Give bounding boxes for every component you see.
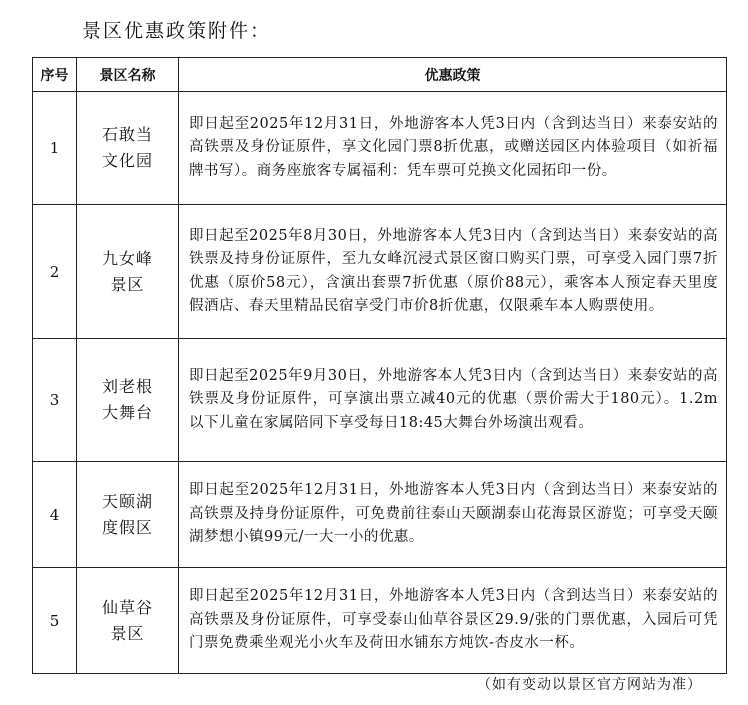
table-header-row — [33, 58, 727, 92]
table-row — [33, 462, 727, 568]
table-row — [33, 339, 727, 462]
row-policy-text: 即日起至2025年9月30日，外地游客本人凭3日内（含到达当日）来泰安站的高铁票及身份证原件，可享演出票立减40元的优惠（票价需大于180元）。1.2m以下儿童在家属陪同下享受每日18:45大舞台外场演出观看。 — [189, 367, 718, 431]
row-scenic-name: 天颐湖度假区 — [101, 491, 153, 537]
row-scenic-name-cell — [77, 205, 179, 339]
table-row — [33, 568, 727, 674]
row-policy-text: 即日起至2025年8月30日，外地游客本人凭3日内（含到达当日）来泰安站的高铁票及持身份证原件，至九女峰沉浸式景区窗口购买门票，可享受入园门票7折优惠（原价58元），含演出套票7折优惠（原价88元），乘客本人预定春天里度假酒店、春天里精品民宿享受门市价8折优惠，仅限乘车本人购票使用。 — [189, 227, 718, 314]
footer-note: （如有变动以景区官方网站为准） — [477, 677, 702, 693]
row-policy-cell — [179, 339, 727, 462]
header-scenic-name: 景区名称 — [77, 58, 179, 92]
row-serial-number: 2 — [33, 205, 77, 339]
row-policy-cell — [179, 92, 727, 205]
policy-table — [32, 57, 727, 674]
row-scenic-name: 刘老根大舞台 — [101, 377, 153, 422]
header-policy: 优惠政策 — [179, 58, 727, 92]
row-serial-number: 1 — [33, 92, 77, 205]
row-scenic-name: 九女峰景区 — [101, 248, 153, 294]
row-policy-cell — [179, 205, 727, 339]
row-serial-number: 5 — [33, 568, 77, 674]
header-serial-number: 序号 — [33, 58, 77, 92]
row-scenic-name-cell — [77, 339, 179, 462]
row-policy-text: 即日起至2025年12月31日，外地游客本人凭3日内（含到达当日）来泰安站的高铁票及持身份证原件，可免费前往泰山天颐湖泰山花海景区游览；可享受天颐湖梦想小镇99元/一大一小的优惠。 — [189, 482, 718, 546]
row-policy-cell — [179, 462, 727, 568]
row-scenic-name: 仙草谷景区 — [101, 597, 153, 643]
row-serial-number: 3 — [33, 339, 77, 462]
table-row — [33, 205, 727, 339]
row-policy-text: 即日起至2025年12月31日，外地游客本人凭3日内（含到达当日）来泰安站的高铁票及身份证原件，可享受泰山仙草谷景区29.9/张的门票优惠，入园后可凭门票免费乘坐观光小火车及荷田水铺东方炖饮-杏皮水一杯。 — [189, 588, 718, 652]
row-policy-cell — [179, 568, 727, 674]
table-row — [33, 92, 727, 205]
row-scenic-name-cell — [77, 568, 179, 674]
document-title: 景区优惠政策附件： — [82, 20, 272, 42]
row-scenic-name-cell — [77, 462, 179, 568]
row-scenic-name: 石敢当文化园 — [101, 125, 153, 170]
row-scenic-name-cell — [77, 92, 179, 205]
row-serial-number: 4 — [33, 462, 77, 568]
row-policy-text: 即日起至2025年12月31日，外地游客本人凭3日内（含到达当日）来泰安站的高铁票及身份证原件，享文化园门票8折优惠，或赠送园区内体验项目（如祈福牌书写）。商务座旅客专属福利：凭车票可兑换文化园拓印一份。 — [189, 115, 718, 179]
